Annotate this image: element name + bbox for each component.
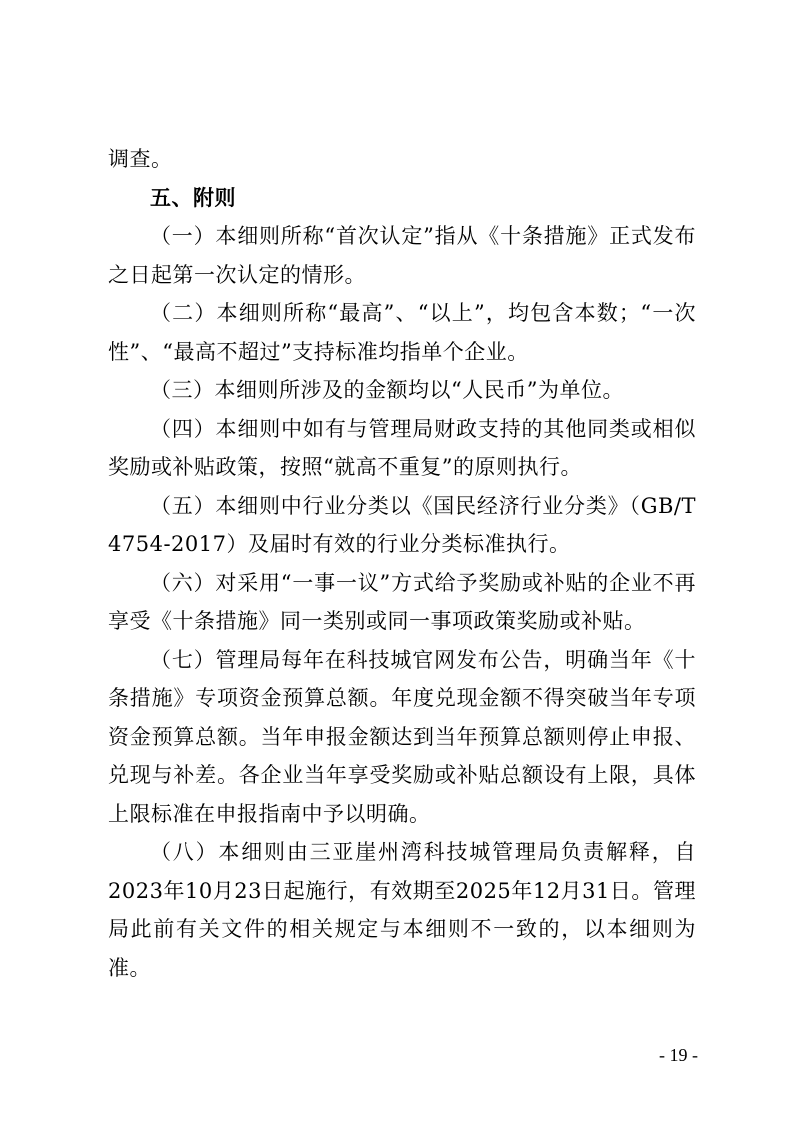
document-body (108, 140, 696, 987)
section-title: 五、附则 (150, 185, 236, 210)
clause-1: （一）本细则所称“首次认定”指从《十条措施》正式发布之日起第一次认定的情形。 (108, 224, 696, 287)
clause-4: （四）本细则中如有与管理局财政支持的其他同类或相似奖励或补贴政策，按照“就高不重复”的原则执行。 (108, 416, 696, 479)
clause-3: （三）本细则所涉及的金额均以“人民币”为单位。 (150, 378, 624, 402)
clause-8: （八）本细则由三亚崖州湾科技城管理局负责解释，自2023年10月23日起施行，有效期至2025年12月31日。管理局此前有关文件的相关规定与本细则不一致的，以本细则为准。 (108, 840, 696, 980)
clause-7: （七）管理局每年在科技城官网发布公告，明确当年《十条措施》专项资金预算总额。年度兑现金额不得突破当年专项资金预算总额。当年申报金额达到当年预算总额则停止申报、兑现与补差。各企业当年享受奖励或补贴总额设有上限，具体上限标准在申报指南中予以明确。 (108, 647, 696, 826)
clause-2: （二）本细则所称“最高”、“以上”，均包含本数；“一次性”、“最高不超过”支持标准均指单个企业。 (108, 301, 696, 364)
clause-6: （六）对采用“一事一议”方式给予奖励或补贴的企业不再享受《十条措施》同一类别或同一事项政策奖励或补贴。 (108, 570, 696, 633)
page-number: - 19 - (659, 1045, 698, 1065)
intro-fragment: 调查。 (108, 147, 173, 171)
clause-5: （五）本细则中行业分类以《国民经济行业分类》（GB/T 4754-2017）及届时有效的行业分类标准执行。 (108, 493, 696, 556)
